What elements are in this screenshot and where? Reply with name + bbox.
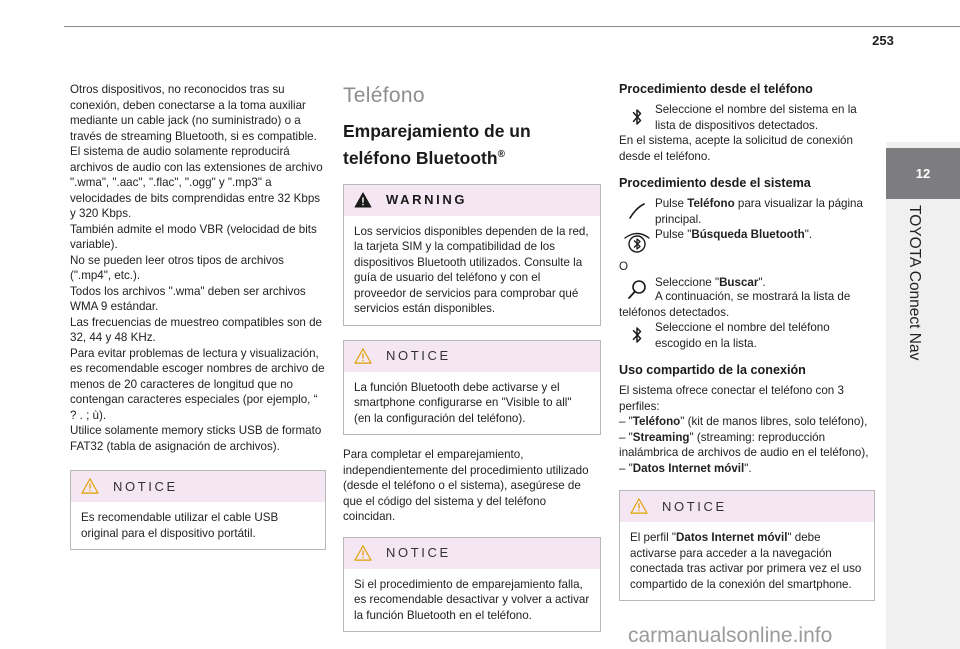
step [619, 196, 875, 227]
notice-header [344, 341, 600, 372]
step-text: Seleccione el nombre del teléfono escogido en la lista. [655, 321, 830, 350]
paragraph: Otros dispositivos, no reconocidos tras su conexión, deben conectarse a la toma auxiliar mediante un cable jack (no suministrado) o a través de streaming Bluetooth, si es compatible. [70, 83, 317, 143]
list-item: – "Streaming" (streaming: reproducción inalámbrica de archivos de audio en el teléfono), [619, 430, 869, 459]
notice-icon [81, 478, 99, 494]
page-number: 253 [872, 33, 894, 48]
watermark: carmanualsonline.info [628, 624, 833, 647]
notice-text: La función Bluetooth debe activarse y el smartphone configurarse en "Visible to all" (en la configuración del teléfono). [354, 380, 572, 425]
phone-procedure-heading: Procedimiento desde el teléfono [619, 82, 813, 96]
notice-header [344, 538, 600, 569]
paragraph: Todos los archivos ".wma" deben ser archivos WMA 9 estándar. [70, 284, 306, 313]
step-text: Pulse "Búsqueda Bluetooth". [655, 228, 813, 241]
sharing-heading: Uso compartido de la conexión [619, 363, 806, 377]
column-left [70, 82, 326, 550]
paragraph: No se pueden leer otros tipos de archivos (".mp4", etc.). [70, 253, 284, 282]
warning-header [344, 185, 600, 216]
bluetooth-icon [619, 102, 655, 132]
notice-text: Es recomendable utilizar el cable USB original para el dispositivo portátil. [81, 511, 279, 540]
notice-icon [354, 348, 372, 364]
paragraph: En el sistema, acepte la solicitud de conexión desde el teléfono. [619, 134, 853, 163]
notice-icon [630, 498, 648, 514]
paragraph: Utilice solamente memory sticks USB de formato FAT32 (tabla de asignación de archivos). [70, 424, 322, 453]
chapter-title: TOYOTA Connect Nav [906, 205, 923, 361]
paragraph: Las frecuencias de muestreo compatibles son de 32, 44 y 48 KHz. [70, 315, 322, 344]
notice-text: Si el procedimiento de emparejamiento falla, es recomendable desactivar y volver a activar la función Bluetooth en el teléfono. [354, 577, 590, 622]
notice-icon [354, 545, 372, 561]
warning-icon [354, 192, 372, 208]
notice-box [343, 340, 601, 436]
notice-box [70, 470, 326, 550]
column-middle [343, 84, 601, 632]
step-continuation: A continuación, se mostrará la lista de teléfonos detectados. [619, 290, 851, 319]
step-text: Pulse Teléfono para visualizar la página principal. [655, 197, 863, 226]
column-right [619, 82, 875, 601]
warning-box [343, 184, 601, 326]
list-item: – "Datos Internet móvil". [619, 461, 752, 475]
list-item: – "Teléfono" (kit de manos libres, solo teléfono), [619, 415, 868, 428]
notice-text: El perfil "Datos Internet móvil" debe activarse para acceder a la navegación conectada tras activar por primera vez el uso compartido de la conexión del smartphone. [630, 531, 862, 591]
notice-label: NOTICE [662, 498, 727, 514]
pairing-heading: Emparejamiento de un teléfono Bluetooth® [343, 121, 531, 168]
header-rule [64, 26, 960, 27]
bluetooth-search-icon [619, 227, 655, 257]
paragraph: También admite el modo VBR (velocidad de bits variable). [70, 222, 317, 251]
paragraph: El sistema ofrece conectar el teléfono con 3 perfiles: [619, 384, 844, 413]
chapter-number-tab[interactable]: 12 [886, 148, 960, 199]
notice-header [620, 491, 874, 522]
paragraph: El sistema de audio solamente reproducirá archivos de audio con las extensiones de archivo ".wma", ".aac", ".flac", ".ogg" y ".mp3" a velocidades de bits comprendidas entre 32 Kbps y 320 Kbps. [70, 145, 323, 220]
step-text: Seleccione el nombre del sistema en la lista de dispositivos detectados. [655, 103, 857, 132]
step-text: Seleccione "Buscar". [655, 275, 766, 289]
warning-text: Los servicios disponibles dependen de la red, la tarjeta SIM y la compatibilidad de los dispositivos Bluetooth utilizados. Consulte la guía de usuario del teléfono y con el proveedor de servicios para comprobar qué servicios están disponibles. [354, 224, 589, 316]
warning-label: WARNING [386, 192, 468, 208]
section-title: Teléfono [343, 84, 425, 107]
notice-label: NOTICE [386, 348, 451, 364]
notice-box [343, 537, 601, 633]
notice-label: NOTICE [386, 545, 451, 561]
step [619, 320, 875, 351]
or-label: O [619, 260, 629, 273]
paragraph: Para completar el emparejamiento, independientemente del procedimiento utilizado (desde el teléfono o el sistema), asegúrese de que el código del sistema y del teléfono coincidan. [343, 448, 589, 524]
step [619, 227, 875, 257]
step [619, 102, 875, 133]
bluetooth-icon [619, 320, 655, 350]
magnifier-icon [619, 275, 655, 305]
chapter-sidebar [886, 142, 960, 649]
notice-box [619, 490, 875, 601]
touch-icon [619, 196, 655, 226]
notice-label: NOTICE [113, 478, 178, 494]
system-procedure-heading: Procedimiento desde el sistema [619, 176, 811, 190]
paragraph: Para evitar problemas de lectura y visualización, es recomendable escoger nombres de archivo de menos de 20 caracteres de longitud que no contengan caracteres especiales (por ejemplo, “ ? . ; ù). [70, 346, 325, 422]
notice-header [71, 471, 325, 502]
